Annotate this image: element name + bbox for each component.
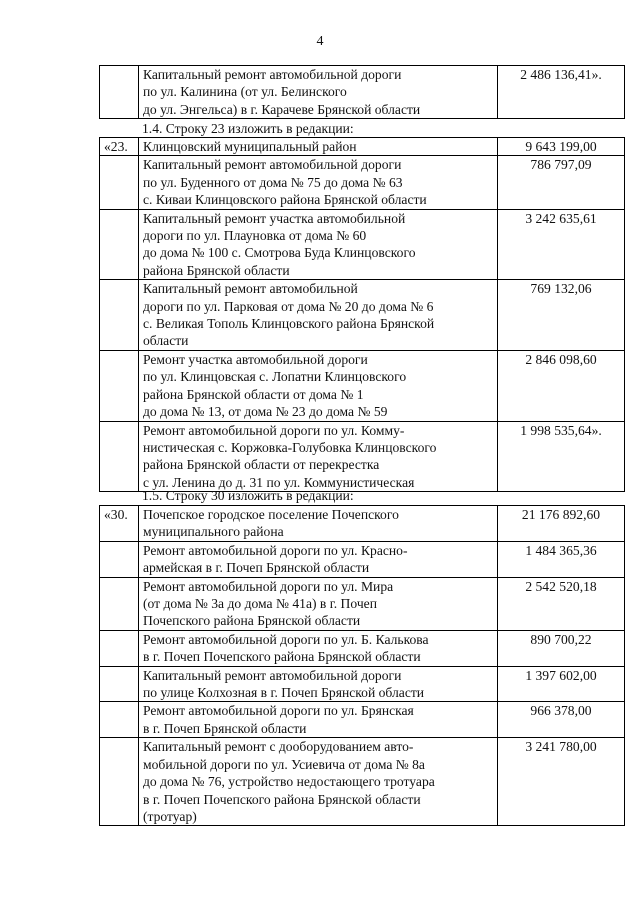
- description-line: до ул. Энгельса) в г. Карачеве Брянской области: [143, 101, 421, 117]
- table-row: [100, 506, 625, 542]
- row-description: [139, 738, 498, 826]
- row-description: [139, 541, 498, 577]
- row-number: [100, 541, 139, 577]
- row-number: [100, 666, 139, 702]
- row-amount: 966 378,00: [498, 702, 625, 738]
- page-number: 4: [316, 34, 324, 49]
- row-number: [100, 702, 139, 738]
- row-number: [100, 209, 139, 280]
- description-line: нистическая с. Коржовка-Голубовка Клинцовского: [143, 439, 437, 455]
- row-number: [100, 738, 139, 826]
- table-row: [100, 156, 625, 209]
- description-line: с. Великая Тополь Клинцовского района Брянской: [143, 316, 435, 332]
- table-row: [100, 666, 625, 702]
- row-amount: 2 846 098,60: [498, 350, 625, 421]
- table-row: [100, 421, 625, 492]
- row-description: [139, 156, 498, 209]
- description-line: до дома № 13, от дома № 23 до дома № 59: [143, 404, 388, 420]
- table-block-3: [99, 505, 625, 826]
- row-description: [139, 350, 498, 421]
- row-description: [139, 630, 498, 666]
- description-line: дороги по ул. Парковая от дома № 20 до дома № 6: [143, 298, 434, 314]
- description-line: в г. Почеп Почепского района Брянской области: [143, 791, 421, 807]
- row-amount: 2 486 136,41».: [498, 66, 625, 119]
- description-line: армейская в г. Почеп Брянской области: [143, 560, 370, 576]
- row-description: [139, 666, 498, 702]
- row-amount: 1 998 535,64».: [498, 421, 625, 492]
- description-line: Капитальный ремонт автомобильной: [143, 281, 358, 297]
- description-line: Капитальный ремонт с дооборудованием авто-: [143, 739, 414, 755]
- description-line: до дома № 100 с. Смотрова Буда Клинцовского: [143, 245, 416, 261]
- description-line: мобильной дороги по ул. Усиевича от дома № 8а: [143, 756, 425, 772]
- row-amount: 3 241 780,00: [498, 738, 625, 826]
- row-description: [139, 506, 498, 542]
- table-row: [100, 702, 625, 738]
- description-line: Капитальный ремонт автомобильной дороги: [143, 157, 402, 173]
- row-amount: 769 132,06: [498, 280, 625, 351]
- row-amount: 3 242 635,61: [498, 209, 625, 280]
- row-description: [139, 138, 498, 156]
- description-line: района Брянской области от перекрестка: [143, 457, 380, 473]
- description-line: (тротуар): [143, 808, 197, 824]
- row-number: [100, 630, 139, 666]
- description-line: по ул. Калинина (от ул. Белинского: [143, 84, 347, 100]
- description-line: Капитальный ремонт автомобильной дороги: [143, 667, 402, 683]
- table-block-1: [99, 65, 625, 119]
- table-row: [100, 66, 625, 119]
- description-line: Ремонт автомобильной дороги по ул. Красно-: [143, 542, 408, 558]
- description-line: Ремонт автомобильной дороги по ул. Брянская: [143, 703, 414, 719]
- description-line: Ремонт участка автомобильной дороги: [143, 351, 368, 367]
- instruction-2: 1.5. Строку 30 изложить в редакции:: [142, 488, 354, 503]
- instruction-1: 1.4. Строку 23 изложить в редакции:: [142, 121, 354, 136]
- row-number: [100, 66, 139, 119]
- description-line: (от дома № 3а до дома № 41а) в г. Почеп: [143, 596, 377, 612]
- description-line: Почепское городское поселение Почепского: [143, 507, 399, 522]
- description-line: муниципального района: [143, 524, 284, 540]
- description-line: области: [143, 333, 189, 349]
- description-line: района Брянской области от дома № 1: [143, 386, 364, 402]
- table-row: [100, 280, 625, 351]
- table-row: [100, 541, 625, 577]
- description-line: Клинцовский муниципальный район: [143, 139, 357, 154]
- row-description: [139, 280, 498, 351]
- row-description: [139, 702, 498, 738]
- description-line: Капитальный ремонт участка автомобильной: [143, 210, 406, 226]
- row-description: [139, 66, 498, 119]
- row-number: [100, 577, 139, 630]
- row-number: «30.: [100, 506, 139, 542]
- row-amount: 9 643 199,00: [498, 138, 625, 156]
- row-description: [139, 577, 498, 630]
- table-row: [100, 577, 625, 630]
- table-row: [100, 138, 625, 156]
- description-line: Почепского района Брянской области: [143, 613, 361, 629]
- table-row: [100, 738, 625, 826]
- row-number: [100, 156, 139, 209]
- row-number: [100, 350, 139, 421]
- row-amount: 786 797,09: [498, 156, 625, 209]
- description-line: дороги по ул. Плауновка от дома № 60: [143, 228, 367, 244]
- row-amount: 890 700,22: [498, 630, 625, 666]
- table-row: [100, 630, 625, 666]
- table-row: [100, 209, 625, 280]
- description-line: Ремонт автомобильной дороги по ул. Б. Калькова: [143, 631, 429, 647]
- row-number: [100, 421, 139, 492]
- table-block-2: [99, 137, 625, 492]
- description-line: в г. Почеп Брянской области: [143, 720, 307, 736]
- row-amount: 1 484 365,36: [498, 541, 625, 577]
- description-line: до дома № 76, устройство недостающего тротуара: [143, 774, 435, 790]
- row-number: «23.: [100, 138, 139, 156]
- row-amount: 21 176 892,60: [498, 506, 625, 542]
- description-line: с. Киваи Клинцовского района Брянской области: [143, 192, 427, 208]
- description-line: по улице Колхозная в г. Почеп Брянской области: [143, 685, 425, 701]
- row-amount: 2 542 520,18: [498, 577, 625, 630]
- row-amount: 1 397 602,00: [498, 666, 625, 702]
- row-description: [139, 209, 498, 280]
- description-line: по ул. Буденного от дома № 75 до дома № 63: [143, 174, 403, 190]
- row-number: [100, 280, 139, 351]
- description-line: Капитальный ремонт автомобильной дороги: [143, 67, 402, 82]
- description-line: Ремонт автомобильной дороги по ул. Комму-: [143, 422, 405, 438]
- table-row: [100, 350, 625, 421]
- description-line: по ул. Клинцовская с. Лопатни Клинцовского: [143, 369, 407, 385]
- description-line: с ул. Ленина до д. 31 по ул. Коммунистическая: [143, 474, 415, 490]
- description-line: района Брянской области: [143, 262, 290, 278]
- row-description: [139, 421, 498, 492]
- description-line: Ремонт автомобильной дороги по ул. Мира: [143, 578, 394, 594]
- description-line: в г. Почеп Почепского района Брянской области: [143, 649, 421, 665]
